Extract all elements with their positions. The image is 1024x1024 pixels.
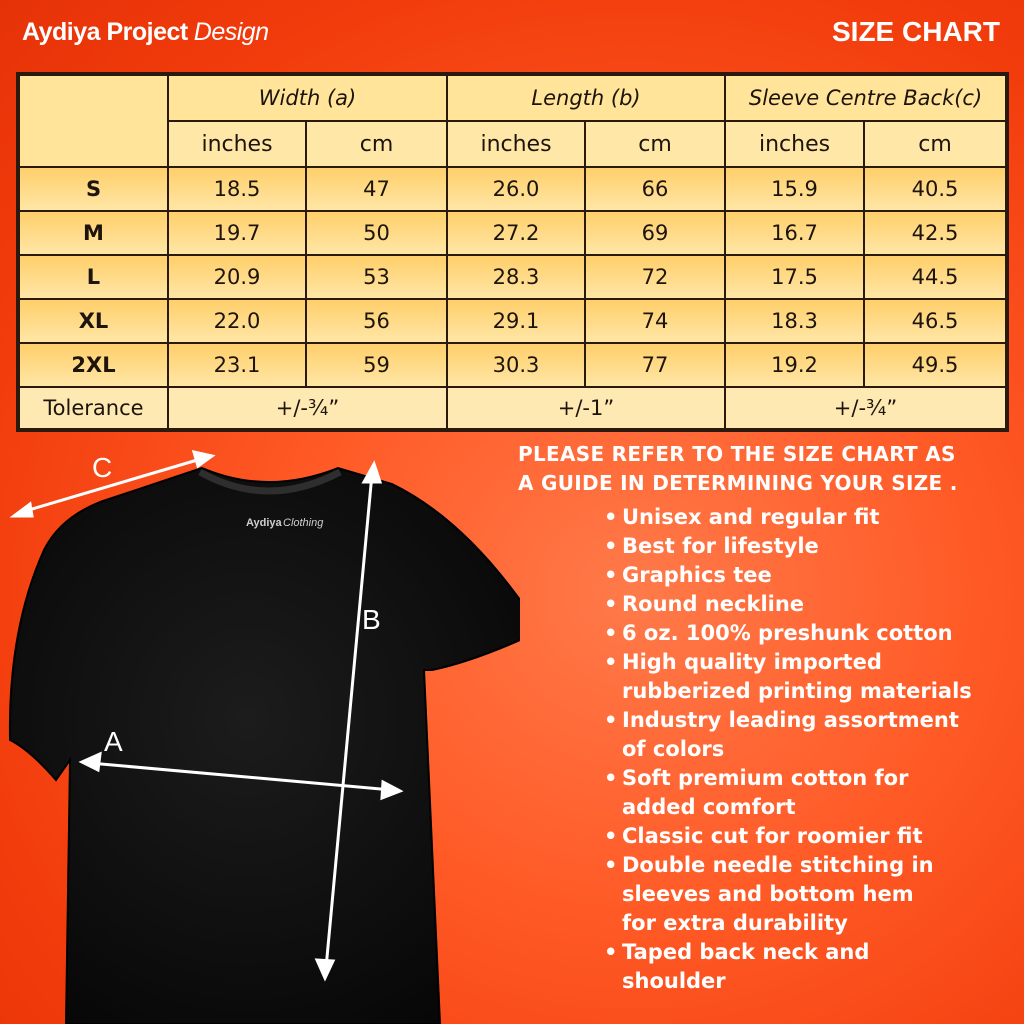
label-c: C	[92, 452, 113, 483]
bullet: •	[604, 708, 618, 732]
unit-header: inches	[447, 121, 585, 167]
table-cell: 47	[306, 167, 447, 211]
unit-header: cm	[585, 121, 725, 167]
list-item	[604, 648, 972, 706]
table-cell: 69	[585, 211, 725, 255]
unit-header: cm	[864, 121, 1007, 167]
table-cell: 18.5	[168, 167, 306, 211]
tshirt-diagram	[0, 440, 520, 1024]
table-cell: 22.0	[168, 299, 306, 343]
table-cell: 42.5	[864, 211, 1007, 255]
tolerance-length: +/-1”	[447, 387, 725, 430]
list-item	[604, 851, 972, 938]
tshirt-body	[10, 468, 520, 1024]
group-header-length: Length (b)	[447, 74, 725, 121]
size-label: XL	[18, 299, 168, 343]
group-header-sleeve: Sleeve Centre Back(c)	[725, 74, 1007, 121]
table-cell: 72	[585, 255, 725, 299]
list-item	[604, 706, 972, 764]
table-cell: 20.9	[168, 255, 306, 299]
bullet: •	[604, 824, 618, 848]
table-cell: 46.5	[864, 299, 1007, 343]
bullet: •	[604, 592, 618, 616]
list-item	[604, 561, 972, 590]
unit-header: cm	[306, 121, 447, 167]
feature-text: Unisex and regular fit	[622, 505, 880, 529]
list-item	[604, 503, 972, 532]
table-cell: 27.2	[447, 211, 585, 255]
bullet: •	[604, 534, 618, 558]
feature-text: 6 oz. 100% preshunk cotton	[622, 621, 953, 645]
tolerance-row	[18, 387, 1007, 430]
feature-text: Double needle stitching in sleeves and bottom hem for extra durability	[622, 853, 934, 935]
table-cell: 77	[585, 343, 725, 387]
size-label: 2XL	[18, 343, 168, 387]
list-item	[604, 532, 972, 561]
table-cell: 23.1	[168, 343, 306, 387]
tolerance-sleeve: +/-¾”	[725, 387, 1007, 430]
bullet: •	[604, 940, 618, 964]
table-row	[18, 255, 1007, 299]
feature-text: Taped back neck and shoulder	[622, 940, 870, 993]
table-cell: 17.5	[725, 255, 864, 299]
size-label: L	[18, 255, 168, 299]
table-cell: 30.3	[447, 343, 585, 387]
list-item	[604, 938, 972, 996]
table-cell: 40.5	[864, 167, 1007, 211]
bullet: •	[604, 853, 618, 877]
label-a: A	[104, 726, 123, 757]
table-cell: 56	[306, 299, 447, 343]
table-cell: 59	[306, 343, 447, 387]
table-cell: 16.7	[725, 211, 864, 255]
unit-header: inches	[725, 121, 864, 167]
list-item	[604, 590, 972, 619]
table-cell: 19.2	[725, 343, 864, 387]
unit-header: inches	[168, 121, 306, 167]
table-row	[18, 343, 1007, 387]
table-cell: 44.5	[864, 255, 1007, 299]
table-cell: 26.0	[447, 167, 585, 211]
page-title: SIZE CHART	[832, 16, 1000, 47]
brand-logo	[22, 18, 269, 47]
feature-text: High quality imported rubberized printing materials	[622, 650, 972, 703]
feature-text: Round neckline	[622, 592, 805, 616]
bullet: •	[604, 505, 618, 529]
table-cell: 15.9	[725, 167, 864, 211]
label-b: B	[362, 604, 381, 635]
feature-text: Graphics tee	[622, 563, 772, 587]
table-cell: 28.3	[447, 255, 585, 299]
table-cell: 66	[585, 167, 725, 211]
table-row	[18, 167, 1007, 211]
size-label: M	[18, 211, 168, 255]
list-item	[604, 619, 972, 648]
size-chart-table	[16, 72, 1009, 432]
bullet: •	[604, 650, 618, 674]
table-row	[18, 211, 1007, 255]
shirt-print-brand: Aydiya	[246, 517, 282, 529]
table-row	[18, 299, 1007, 343]
tolerance-width: +/-¾”	[168, 387, 447, 430]
list-item	[604, 822, 972, 851]
table-cell: 49.5	[864, 343, 1007, 387]
tolerance-label: Tolerance	[18, 387, 168, 430]
corner-cell	[18, 74, 168, 167]
table-cell: 18.3	[725, 299, 864, 343]
feature-text: Soft premium cotton for added comfort	[622, 766, 909, 819]
brand-name: Aydiya Project	[22, 18, 188, 46]
bullet: •	[604, 766, 618, 790]
table-cell: 19.7	[168, 211, 306, 255]
feature-list	[604, 503, 972, 996]
size-label: S	[18, 167, 168, 211]
list-item	[604, 764, 972, 822]
shirt-print-sub: Clothing	[283, 517, 324, 529]
feature-text: Classic cut for roomier fit	[622, 824, 923, 848]
bullet: •	[604, 621, 618, 645]
brand-suffix: Design	[193, 18, 269, 46]
feature-text: Best for lifestyle	[622, 534, 819, 558]
table-cell: 50	[306, 211, 447, 255]
table-cell: 74	[585, 299, 725, 343]
feature-text: Industry leading assortment of colors	[622, 708, 959, 761]
size-notice	[518, 440, 958, 498]
table-cell: 29.1	[447, 299, 585, 343]
notice-line: A GUIDE IN DETERMINING YOUR SIZE .	[518, 471, 958, 495]
bullet: •	[604, 563, 618, 587]
group-header-width: Width (a)	[168, 74, 447, 121]
notice-line: PLEASE REFER TO THE SIZE CHART AS	[518, 442, 956, 466]
table-cell: 53	[306, 255, 447, 299]
